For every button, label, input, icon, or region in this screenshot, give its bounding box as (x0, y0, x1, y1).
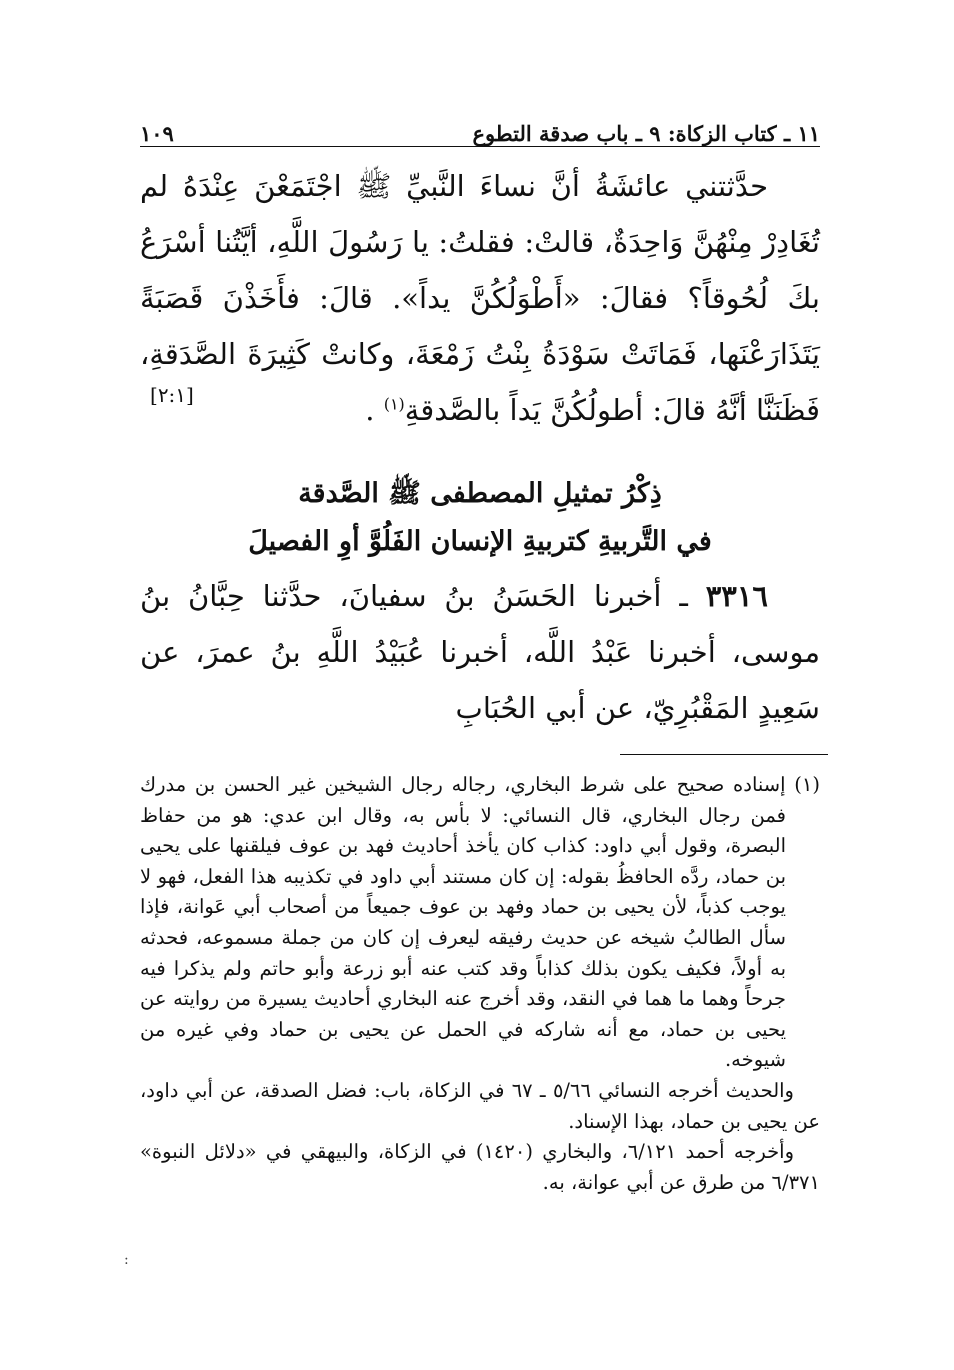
hadith-end-mark: . (365, 393, 375, 427)
chapter-title-line-2: في التَّربيةِ كتربيةِ الإنسان الفَلُوَّ أوِ الفصيلَ (248, 526, 712, 557)
footnote-paragraph: وأخرجه أحمد ٦/١٢١، والبخاري (١٤٢٠) في الزكاة، والبيهقي في «دلائل النبوة» ٦/٣٧١ من طرق عن أبي عوانة، به. (140, 1140, 820, 1194)
footnotes (140, 770, 820, 1198)
chapter-title-line-1: ذِكْرُ تمثيلِ المصطفى ﷺ الصَّدقة (298, 478, 662, 509)
next-hadith (140, 568, 820, 736)
running-title: ١١ ـ كتاب الزكاة: ٩ ـ باب صدقة التطوع (472, 121, 820, 146)
next-hadith-text: ـ أخبرنا الحَسَنُ بنُ سفيانَ، حدَّثنا حِبَّانُ بنُ موسى، أخبرنا عَبْدُ اللَّه، أخبرنا عُبَيْدُ اللَّهِ بنُ عمرَ، عن سَعِيدٍ المَقْبُرِيّ، عن أبي الحُبَابِ (140, 579, 820, 725)
hadith-body: حدَّثتني عائشَةُ أنَّ نساءَ النَّبيِّ ﷺ اجْتَمَعْنَ عِنْدَهُ لم تُغَادِرْ مِنْهُنَّ وَاحِدَةٌ، قالتْ: فقلتُ: يا رَسُولَ اللَّهِ، أيَّتُنا أسْرَعُ بكَ لُحُوقاً؟ فقالَ: «أَطْوَلُكُنَّ يداً». قالَ: فأَخَذْنَ قَصَبَةً يَتَذَارَعْنَها، فَمَاتَتْ سَوْدَةُ بِنْتُ زَمْعَةَ، وكانتْ كَثِيرَةَ الصَّدَقةِ، فَظَنَنَّا أنَّهُ قالَ: أطولُكُنَّ يَداً بالصَّدقةِ (140, 169, 820, 427)
running-header (140, 112, 820, 146)
footnote-marker[interactable]: (١) (383, 394, 405, 414)
footnote-1: (١) إسناده صحيح على شرط البخاري، رجاله رجال الشيخين غير الحسن بن مدرك فمن رجال البخاري، قال النسائي: لا بأس به، وقال ابن عدي: هو من حفاظ البصرة، وقول أبي داود: كذاب كان يأخذ أحاديث فهد بن عوف فيلقنها على يحيى بن حماد، ردَّه الحافظُ بقوله: إن كان مستند أبي داود في تكذيبه هذا الفعل، فهو لا يوجب كذباً، لأن يحيى بن حماد وفهد بن عوف جميعاً من أصحاب أبي عَوانة، فإذا سأل الطالبُ شيخه عن حديث رفيقه ليعرف إن كان من جملة مسموعه، فحدثه به أولاً، فكيف يكون بذلك كذاباً وقد كتب عنه أبو زرعة وأبو حاتم ولم يذكرا فيه جرحاً وهما ما هما في النقد، وقد أخرج عنه البخاري أحاديث يسيرة من روايته عن يحيى بن حماد، مع أنه شاركه في الحمل عن يحيى بن حماد وفي غيره من شيوخه. (140, 773, 820, 1072)
hadith-text (140, 158, 820, 438)
hadith-number: ٣٣١٦ (705, 579, 768, 613)
footnote-rule (620, 754, 828, 755)
header-rule (140, 146, 820, 147)
page-number: ١٠٩ (140, 121, 174, 146)
chapter-title (140, 470, 820, 566)
margin-mark: : (124, 1252, 129, 1268)
footnote-paragraph: والحديث أخرجه النسائي ٥/٦٦ ـ ٦٧ في الزكاة، باب: فضل الصدقة، عن أبي داود، عن يحيى بن حماد، بهذا الإسناد. (140, 1078, 820, 1133)
hadith-reference: [٢:١] (150, 383, 194, 407)
